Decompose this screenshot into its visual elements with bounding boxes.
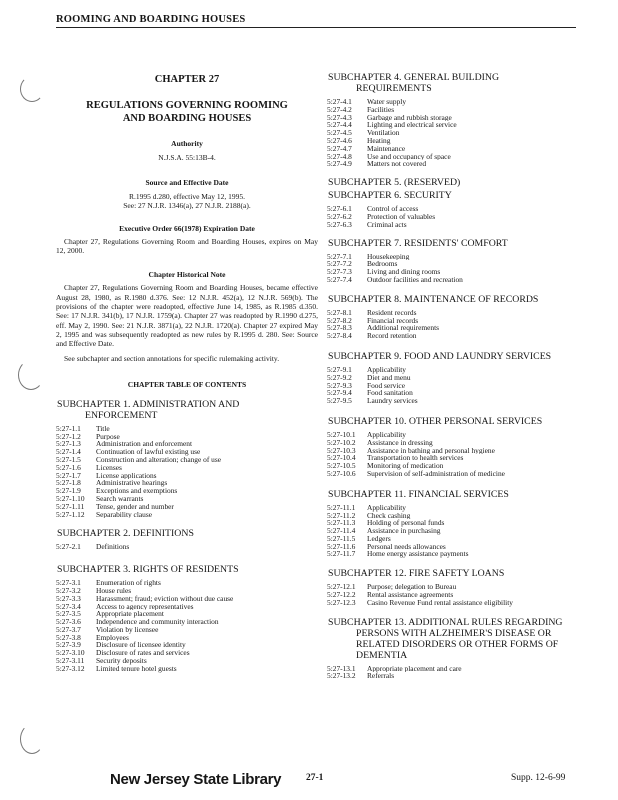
section-number: 5:27-12.3	[327, 597, 356, 607]
toc-heading: CHAPTER TABLE OF CONTENTS	[127, 379, 247, 389]
section-title: Referrals	[367, 672, 395, 681]
section-entry	[327, 137, 595, 145]
section-entry	[327, 543, 595, 551]
section-number: 5:27-8.4	[327, 331, 352, 341]
section-title: Housekeeping	[367, 252, 410, 261]
section-number: 5:27-10.5	[327, 461, 356, 471]
section-entry	[56, 456, 318, 464]
section-entry	[327, 583, 595, 591]
section-number: 5:27-3.3	[56, 593, 81, 603]
subchapter-heading	[327, 351, 595, 362]
section-title: Access to agency representatives	[96, 602, 194, 611]
section-entry	[56, 595, 318, 603]
section-title: Harassment; fraud; eviction without due cause	[96, 594, 234, 603]
section-number: 5:27-4.8	[327, 151, 352, 161]
section-number: 5:27-4.3	[327, 112, 352, 122]
section-entry	[56, 665, 318, 673]
section-title: Check cashing	[367, 511, 411, 520]
section-number: 5:27-1.9	[56, 486, 81, 496]
authority-text: N.J.S.A. 55:13B-4.	[158, 153, 216, 162]
section-number: 5:27-1.12	[56, 509, 85, 519]
section-entry	[327, 221, 595, 229]
section-title: Definitions	[96, 543, 130, 552]
section-number: 5:27-4.1	[327, 97, 352, 106]
section-entry	[327, 374, 595, 382]
section-entry	[327, 447, 595, 455]
section-entry	[56, 472, 318, 480]
subchapter-heading-text: SUBCHAPTER 12. FIRE SAFETY LOANS	[328, 568, 505, 580]
section-title: Supervision of self-administration of medicine	[367, 469, 505, 478]
section-number: 5:27-4.7	[327, 143, 352, 153]
section-title: Search warrants	[96, 494, 144, 503]
subchapter	[56, 528, 318, 551]
history-heading: Chapter Historical Note	[148, 270, 226, 280]
right-subchapter-list	[327, 72, 595, 680]
subchapter-heading-text: SUBCHAPTER 8. MAINTENANCE OF RECORDS	[328, 293, 539, 305]
section-number: 5:27-4.9	[327, 159, 352, 169]
section-number: 5:27-12.2	[327, 590, 356, 600]
section-number: 5:27-9.4	[327, 388, 352, 398]
executive-order-text: Chapter 27, Regulations Governing Room and Boarding Houses, expires on May 12, 2000.	[56, 236, 318, 256]
section-entry	[56, 440, 318, 448]
section-number: 5:27-6.2	[327, 211, 352, 221]
subchapter-heading	[327, 294, 595, 305]
section-entry	[327, 470, 595, 478]
margin-mark	[20, 724, 44, 754]
section-list	[327, 431, 595, 478]
section-title: Financial records	[367, 316, 419, 325]
left-subchapter-list	[56, 399, 318, 673]
section-entry	[327, 389, 595, 397]
section-title: Assistance in purchasing	[367, 527, 441, 535]
section-title: Security deposits	[96, 657, 147, 665]
source-line1: R.1995 d.280, effective May 12, 1995.	[128, 191, 246, 201]
section-entry	[56, 626, 318, 634]
section-entry	[327, 454, 595, 462]
section-number: 5:27-9.1	[327, 364, 352, 374]
section-title: Title	[96, 424, 110, 433]
section-title: Violation by licensee	[96, 625, 159, 634]
section-entry	[56, 464, 318, 472]
section-number: 5:27-4.4	[327, 120, 352, 130]
section-list	[327, 205, 595, 228]
section-entry	[327, 397, 595, 405]
section-list	[327, 504, 595, 559]
section-title: Monitoring of medication	[367, 462, 444, 470]
section-number: 5:27-7.3	[327, 267, 352, 277]
section-entry	[56, 511, 318, 519]
section-entry	[327, 382, 595, 390]
section-number: 5:27-10.6	[327, 468, 356, 478]
section-number: 5:27-3.6	[56, 617, 81, 627]
subchapter-heading-text: SUBCHAPTER 6. SECURITY	[328, 190, 452, 202]
subchapter-heading	[56, 564, 318, 575]
section-title: House rules	[96, 586, 132, 595]
section-entry	[327, 599, 595, 607]
section-entry	[327, 114, 595, 122]
section-entry	[56, 657, 318, 665]
section-number: 5:27-3.5	[56, 609, 81, 619]
section-title: Resident records	[367, 308, 417, 317]
section-number: 5:27-11.2	[327, 510, 356, 520]
section-number: 5:27-4.2	[327, 104, 352, 114]
subchapter-heading	[327, 72, 595, 94]
section-title: Enumeration of rights	[96, 579, 161, 587]
section-entry	[56, 433, 318, 441]
section-number: 5:27-11.7	[327, 549, 356, 559]
section-entry	[327, 145, 595, 153]
section-entry	[56, 587, 318, 595]
section-title: Continuation of lawful existing use	[96, 448, 201, 456]
section-title: Garbage and rubbish storage	[367, 113, 452, 122]
section-entry	[327, 431, 595, 439]
section-title: Tense, gender and number	[96, 502, 174, 511]
margin-mark	[18, 360, 44, 390]
section-list	[327, 98, 595, 168]
section-number: 5:27-11.3	[327, 518, 356, 528]
subchapter-heading-text: SUBCHAPTER 9. FOOD AND LAUNDRY SERVICES	[328, 350, 552, 362]
section-number: 5:27-13.1	[327, 663, 356, 673]
section-number: 5:27-3.7	[56, 624, 81, 634]
section-title: Maintenance	[367, 144, 406, 153]
section-number: 5:27-4.6	[327, 135, 352, 145]
section-number: 5:27-3.8	[56, 632, 81, 642]
section-entry	[327, 324, 595, 332]
section-number: 5:27-3.1	[56, 578, 81, 588]
section-title: Assistance in dressing	[367, 438, 433, 447]
chapter-number: CHAPTER 27	[154, 74, 220, 85]
page-number: 27-1	[306, 773, 324, 783]
section-list	[327, 253, 595, 284]
section-title: Additional requirements	[367, 324, 440, 333]
section-entry	[327, 205, 595, 213]
supplement-date: Supp. 12-6-99	[511, 773, 566, 783]
section-entry	[327, 276, 595, 284]
subchapter-heading-text: SUBCHAPTER 10. OTHER PERSONAL SERVICES	[328, 415, 543, 427]
executive-order-heading: Executive Order 66(1978) Expiration Date	[119, 223, 255, 233]
section-title: Heating	[367, 136, 391, 145]
section-number: 5:27-6.1	[327, 204, 352, 214]
section-entry	[327, 268, 595, 276]
section-entry	[56, 503, 318, 511]
section-entry	[56, 448, 318, 456]
subchapter-heading	[327, 416, 595, 427]
section-number: 5:27-9.3	[327, 380, 352, 390]
section-title: Applicability	[367, 503, 406, 512]
subchapter-heading-continuation: PERSONS WITH ALZHEIMER'S DISEASE OR RELATED DISORDERS OR OTHER FORMS OF DEMENTIA	[356, 627, 559, 661]
section-title: Diet and menu	[367, 373, 411, 382]
section-entry	[56, 579, 318, 587]
section-number: 5:27-8.1	[327, 307, 352, 317]
subchapter-heading-text: SUBCHAPTER 2. DEFINITIONS	[57, 528, 194, 540]
section-title: Living and dining rooms	[367, 268, 441, 276]
section-list	[327, 583, 595, 606]
section-number: 5:27-1.4	[56, 447, 81, 457]
section-list	[56, 579, 318, 673]
section-title: Administrative hearings	[96, 479, 168, 488]
section-entry	[327, 439, 595, 447]
section-title: Purpose; delegation to Bureau	[367, 583, 457, 592]
section-entry	[327, 153, 595, 161]
section-title: Applicability	[367, 365, 406, 374]
section-entry	[327, 591, 595, 599]
section-number: 5:27-3.4	[56, 601, 81, 611]
section-number: 5:27-10.3	[327, 445, 356, 455]
section-entry	[327, 106, 595, 114]
section-title: Construction and alteration; change of use	[96, 455, 221, 464]
section-title: Disclosure of rates and services	[96, 649, 190, 658]
section-title: Separability clause	[96, 510, 153, 519]
section-entry	[56, 495, 318, 503]
section-list	[327, 366, 595, 405]
section-title: Rental assistance agreements	[367, 591, 454, 599]
section-entry	[56, 543, 318, 551]
section-title: License applications	[96, 471, 157, 480]
subchapter-heading-text: SUBCHAPTER 4. GENERAL BUILDING	[328, 72, 500, 83]
section-entry	[56, 603, 318, 611]
section-entry	[327, 504, 595, 512]
section-entry	[56, 618, 318, 626]
section-entry	[327, 98, 595, 106]
library-watermark: New Jersey State Library	[110, 771, 282, 788]
section-title: Independence and community interaction	[96, 618, 219, 626]
subchapter	[327, 72, 595, 168]
subchapter-heading	[327, 489, 595, 500]
section-entry	[327, 519, 595, 527]
subchapter-heading-text: SUBCHAPTER 7. RESIDENTS' COMFORT	[328, 237, 508, 249]
section-title: Administration and enforcement	[96, 440, 193, 449]
section-title: Laundry services	[367, 397, 418, 405]
section-entry	[56, 610, 318, 618]
subchapter-heading-continuation: ENFORCEMENT	[85, 409, 158, 421]
section-number: 5:27-13.2	[327, 671, 356, 681]
section-entry	[327, 213, 595, 221]
section-entry	[327, 160, 595, 168]
chapter-title-line1: REGULATIONS GOVERNING ROOMING	[86, 100, 288, 111]
margin-mark	[20, 76, 44, 102]
section-entry	[327, 672, 595, 680]
section-number: 5:27-1.2	[56, 431, 81, 441]
section-entry	[327, 462, 595, 470]
section-number: 5:27-12.1	[327, 582, 356, 592]
subchapter-heading	[327, 190, 595, 201]
section-number: 5:27-1.11	[56, 501, 85, 511]
section-title: Ledgers	[367, 534, 391, 543]
section-title: Limited tenure hotel guests	[96, 664, 177, 673]
subchapter-heading	[327, 177, 595, 188]
subchapter	[327, 294, 595, 340]
section-entry	[327, 366, 595, 374]
subchapter	[327, 190, 595, 228]
section-entry	[327, 309, 595, 317]
section-number: 5:27-7.2	[327, 259, 352, 269]
section-number: 5:27-11.4	[327, 526, 356, 536]
section-title: Appropriate placement	[96, 610, 164, 619]
section-number: 5:27-2.1	[56, 542, 81, 552]
section-title: Home energy assistance payments	[367, 550, 469, 559]
section-list	[56, 543, 318, 551]
section-title: Food sanitation	[367, 389, 413, 398]
section-entry	[327, 121, 595, 129]
section-entry	[56, 479, 318, 487]
subchapter-heading-text: SUBCHAPTER 1. ADMINISTRATION AND	[57, 398, 240, 410]
section-title: Bedrooms	[367, 260, 398, 269]
history-text: Chapter 27, Regulations Governing Room and Boarding Houses, became effective August 28, 1980, as R.1980 d.376. See: 12 N.J.R. 452(a), 12 N.J.R. 569(b). The provisions of the chapter were readopted, effective June 14, 1985, as R.1985 d.350. See: 17 N.J.R. 341(b), 17 N.J.R. 1759(a). Chapter 27 was readopted by R.1990 d.275, eff. May 2, 1990. See: 21 N.J.R. 3871(a), 22 N.J.R. 1720(a). Chapter 27 expired May 2, 1995 and was subsequently readopted as new rules by R.1995 d. 280. See: Source and Effective Date.	[56, 283, 318, 349]
section-title: Matters not covered	[367, 160, 427, 169]
section-number: 5:27-7.4	[327, 274, 352, 284]
section-number: 5:27-9.5	[327, 396, 352, 406]
section-number: 5:27-7.1	[327, 251, 352, 261]
section-title: Casino Revenue Fund rental assistance eligibility	[367, 598, 513, 607]
section-number: 5:27-8.3	[327, 323, 352, 333]
section-title: Protection of valuables	[367, 212, 436, 221]
subchapter	[327, 416, 595, 478]
subchapter-heading	[56, 528, 318, 539]
section-number: 5:27-1.10	[56, 493, 85, 503]
section-entry	[56, 634, 318, 642]
section-number: 5:27-3.11	[56, 656, 85, 666]
section-title: Licenses	[96, 463, 122, 472]
section-number: 5:27-11.5	[327, 533, 356, 543]
section-title: Employees	[96, 633, 129, 642]
section-number: 5:27-3.9	[56, 640, 81, 650]
authority-heading: Authority	[171, 139, 203, 148]
section-list	[56, 425, 318, 519]
running-header: ROOMING AND BOARDING HOUSES	[56, 14, 576, 28]
section-title: Holding of personal funds	[367, 519, 445, 528]
section-number: 5:27-1.8	[56, 478, 81, 488]
section-number: 5:27-3.2	[56, 585, 81, 595]
section-number: 5:27-6.3	[327, 219, 352, 229]
subchapter-heading	[327, 238, 595, 249]
section-entry	[327, 129, 595, 137]
section-number: 5:27-1.7	[56, 470, 81, 480]
section-title: Transportation to health services	[367, 454, 464, 463]
subchapter-heading	[327, 568, 595, 579]
section-number: 5:27-11.6	[327, 541, 356, 551]
section-number: 5:27-10.4	[327, 453, 356, 463]
source-line2: See: 27 N.J.R. 1346(a), 27 N.J.R. 2188(a).	[123, 201, 251, 211]
section-title: Appropriate placement and care	[367, 664, 462, 673]
subchapter	[327, 351, 595, 405]
section-title: Outdoor facilities and recreation	[367, 275, 463, 284]
section-title: Ventilation	[367, 129, 400, 137]
section-entry	[327, 512, 595, 520]
section-list	[327, 665, 595, 681]
subchapter	[327, 489, 595, 559]
subchapter	[327, 617, 595, 681]
chapter-title	[56, 99, 318, 125]
section-title: Personal needs allowances	[367, 542, 446, 551]
subchapter	[327, 238, 595, 284]
section-entry	[327, 317, 595, 325]
section-number: 5:27-8.2	[327, 315, 352, 325]
section-number: 5:27-3.10	[56, 648, 85, 658]
section-entry	[327, 253, 595, 261]
section-title: Food service	[367, 381, 405, 390]
section-number: 5:27-10.2	[327, 437, 356, 447]
subchapter	[327, 177, 595, 188]
section-entry	[327, 535, 595, 543]
section-entry	[56, 487, 318, 495]
section-entry	[56, 649, 318, 657]
subchapter-heading-text: SUBCHAPTER 11. FINANCIAL SERVICES	[328, 488, 509, 500]
source-heading: Source and Effective Date	[145, 177, 229, 187]
right-column	[327, 72, 595, 680]
section-number: 5:27-10.1	[327, 429, 356, 439]
subchapter	[56, 399, 318, 519]
section-entry	[327, 527, 595, 535]
section-number: 5:27-1.3	[56, 439, 81, 449]
section-title: Lighting and electrical service	[367, 121, 457, 130]
section-entry	[327, 665, 595, 673]
section-title: Facilities	[367, 105, 395, 114]
section-number: 5:27-3.12	[56, 663, 85, 673]
section-title: Purpose	[96, 432, 120, 441]
section-title: Criminal acts	[367, 220, 407, 229]
section-number: 5:27-1.5	[56, 454, 81, 464]
section-title: Disclosure of licensee identity	[96, 641, 186, 650]
section-title: Assistance in bathing and personal hygiene	[367, 446, 495, 455]
section-title: Control of access	[367, 205, 419, 213]
chapter-title-line2: AND BOARDING HOUSES	[122, 113, 252, 124]
section-title: Use and occupancy of space	[367, 152, 451, 161]
history-note: See subchapter and section annotations for specific rulemaking activity.	[64, 354, 280, 364]
section-entry	[56, 641, 318, 649]
subchapter	[56, 564, 318, 673]
section-number: 5:27-11.1	[327, 502, 356, 512]
section-title: Exceptions and exemptions	[96, 487, 178, 495]
section-number: 5:27-9.2	[327, 372, 352, 382]
section-number: 5:27-1.6	[56, 462, 81, 472]
subchapter-heading	[56, 399, 318, 421]
section-title: Record retention	[367, 332, 417, 340]
subchapter-heading-text: SUBCHAPTER 3. RIGHTS OF RESIDENTS	[57, 564, 239, 576]
subchapter-heading	[327, 617, 595, 661]
subchapter-heading-continuation: REQUIREMENTS	[356, 83, 432, 94]
subchapter	[327, 568, 595, 606]
section-entry	[327, 332, 595, 340]
section-title: Water supply	[367, 98, 407, 106]
section-list	[327, 309, 595, 340]
section-entry	[327, 550, 595, 558]
subchapter-heading-text: SUBCHAPTER 13. ADDITIONAL RULES REGARDING	[328, 616, 563, 628]
section-title: Applicability	[367, 430, 406, 439]
left-column	[56, 74, 318, 673]
section-entry	[56, 425, 318, 433]
section-number: 5:27-4.5	[327, 128, 352, 138]
section-entry	[327, 260, 595, 268]
section-number: 5:27-1.1	[56, 423, 81, 433]
subchapter-heading-text: SUBCHAPTER 5. (RESERVED)	[328, 177, 461, 189]
